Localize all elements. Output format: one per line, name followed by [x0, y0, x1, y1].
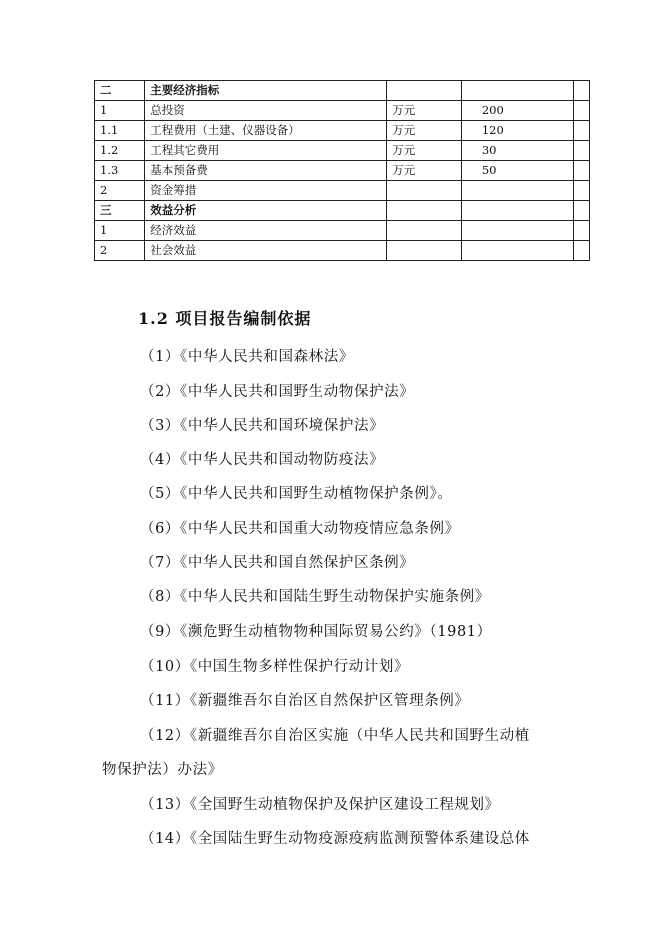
reference-item-14: （14）《全国陆生野生动物疫源疫病监测预警体系建设总体 [140, 831, 530, 847]
row-number-cell: 1 [95, 221, 145, 241]
item-name-cell: 资金筹措 [145, 181, 387, 201]
value-cell [461, 241, 573, 261]
reference-item-1: （1）《中华人民共和国森林法》 [140, 349, 354, 365]
reference-item-9: （9）《濒危野生动植物物种国际贸易公约》（1981） [140, 624, 492, 640]
value-cell [461, 221, 573, 241]
blank-cell [573, 161, 589, 181]
indicator-table-body [95, 81, 590, 261]
unit-cell: 万元 [387, 101, 462, 121]
item-name-cell: 社会效益 [145, 241, 387, 261]
unit-cell: 万元 [387, 141, 462, 161]
reference-item-13: （13）《全国野生动植物保护及保护区建设工程规划》 [140, 797, 500, 813]
blank-cell [573, 141, 589, 161]
table-row [95, 81, 590, 101]
value-cell: 120 [461, 121, 573, 141]
value-cell: 50 [461, 161, 573, 181]
unit-cell [387, 181, 462, 201]
item-name-cell: 基本预备费 [145, 161, 387, 181]
reference-item-10: （10）《中国生物多样性保护行动计划》 [140, 659, 410, 675]
blank-cell [573, 81, 589, 101]
unit-cell: 万元 [387, 161, 462, 181]
row-number-cell: 2 [95, 181, 145, 201]
table-row [95, 101, 590, 121]
item-name-cell: 主要经济指标 [145, 81, 387, 101]
section-heading: 1.2 项目报告编制依据 [138, 309, 312, 328]
row-number-cell: 三 [95, 201, 145, 221]
unit-cell [387, 241, 462, 261]
reference-item-8: （8）《中华人民共和国陆生野生动物保护实施条例》 [140, 589, 490, 605]
blank-cell [573, 201, 589, 221]
item-name-cell: 总投资 [145, 101, 387, 121]
row-number-cell: 1.2 [95, 141, 145, 161]
reference-item-2: （2）《中华人民共和国野生动物保护法》 [140, 384, 415, 400]
item-name-cell: 工程其它费用 [145, 141, 387, 161]
reference-item-4: （4）《中华人民共和国动物防疫法》 [140, 452, 385, 468]
item-name-cell: 工程费用（土建、仪器设备） [145, 121, 387, 141]
unit-cell: 万元 [387, 121, 462, 141]
unit-cell [387, 201, 462, 221]
value-cell [461, 81, 573, 101]
reference-item-12-continuation: 物保护法）办法》 [102, 762, 223, 778]
table-row [95, 181, 590, 201]
unit-cell [387, 81, 462, 101]
reference-item-3: （3）《中华人民共和国环境保护法》 [140, 418, 385, 434]
unit-cell [387, 221, 462, 241]
value-cell [461, 201, 573, 221]
reference-item-11: （11）《新疆维吾尔自治区自然保护区管理条例》 [140, 693, 470, 709]
blank-cell [573, 121, 589, 141]
reference-item-12: （12）《新疆维吾尔自治区实施（中华人民共和国野生动植 [140, 728, 530, 744]
row-number-cell: 2 [95, 241, 145, 261]
reference-item-6: （6）《中华人民共和国重大动物疫情应急条例》 [140, 521, 460, 537]
blank-cell [573, 181, 589, 201]
item-name-cell: 经济效益 [145, 221, 387, 241]
row-number-cell: 1.3 [95, 161, 145, 181]
table-row [95, 141, 590, 161]
table-row [95, 241, 590, 261]
row-number-cell: 1.1 [95, 121, 145, 141]
blank-cell [573, 221, 589, 241]
table-row [95, 121, 590, 141]
reference-item-7: （7）《中华人民共和国自然保护区条例》 [140, 555, 415, 571]
value-cell: 200 [461, 101, 573, 121]
item-name-cell: 效益分析 [145, 201, 387, 221]
value-cell: 30 [461, 141, 573, 161]
table-row [95, 161, 590, 181]
blank-cell [573, 101, 589, 121]
blank-cell [573, 241, 589, 261]
reference-item-5: （5）《中华人民共和国野生动植物保护条例》。 [140, 486, 453, 502]
economic-indicators-table [94, 80, 590, 261]
row-number-cell: 二 [95, 81, 145, 101]
table-row [95, 201, 590, 221]
table-row [95, 221, 590, 241]
row-number-cell: 1 [95, 101, 145, 121]
value-cell [461, 181, 573, 201]
